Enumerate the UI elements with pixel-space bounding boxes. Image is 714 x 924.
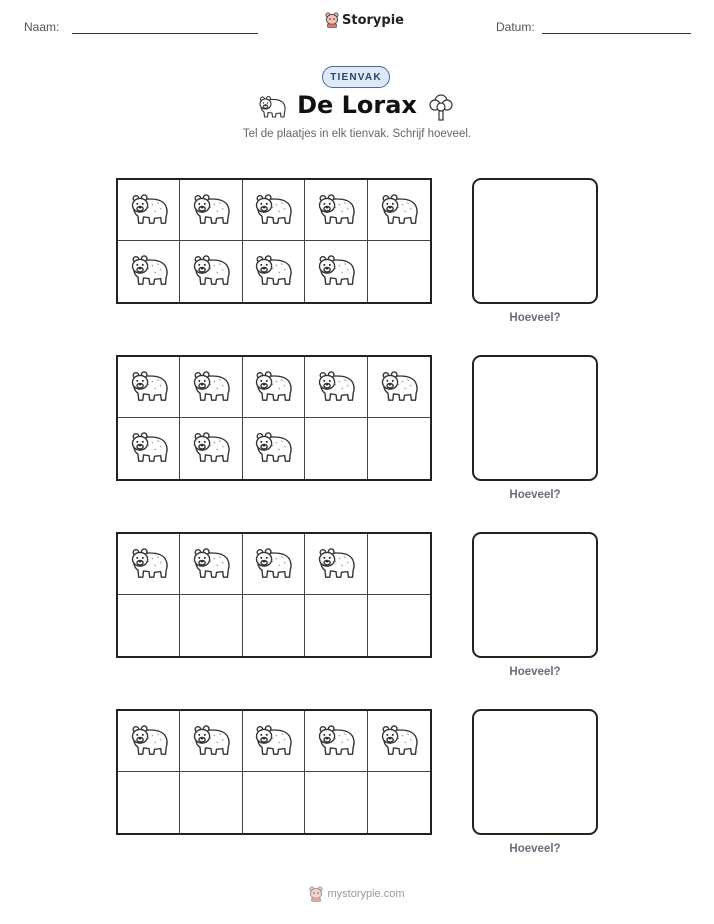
name-label: Naam: <box>24 20 60 34</box>
date-line[interactable] <box>542 33 691 34</box>
ten-frame-cell <box>243 534 305 595</box>
ten-frame-cell <box>305 418 367 479</box>
ten-frame-cell <box>118 180 180 241</box>
polar-bear-icon <box>127 544 171 585</box>
polar-bear-icon <box>127 721 171 762</box>
ten-frame-cell <box>118 357 180 418</box>
ten-frame-cell <box>118 711 180 772</box>
ten-frame-cell <box>118 772 180 833</box>
polar-bear-icon <box>189 721 233 762</box>
ten-frame-cell <box>305 534 367 595</box>
ten-frame-cell <box>243 772 305 833</box>
ten-frame-cell <box>180 711 242 772</box>
ten-frame-cell <box>368 418 430 479</box>
ten-frame-cell <box>118 534 180 595</box>
polar-bear-icon <box>127 251 171 292</box>
ten-frame-3 <box>116 532 432 658</box>
ten-frame-cell <box>118 595 180 656</box>
ten-frame-cell <box>368 772 430 833</box>
ten-frame-cell <box>180 357 242 418</box>
polar-bear-icon <box>127 367 171 408</box>
ten-frame-cell <box>368 180 430 241</box>
instructions: Tel de plaatjes in elk tienvak. Schrijf hoeveel. <box>242 128 472 140</box>
ten-frame-cell <box>243 180 305 241</box>
brand-name: Storypie <box>342 12 404 28</box>
ten-frame-cell <box>243 711 305 772</box>
polar-bear-icon <box>251 721 295 762</box>
ten-frame-cell <box>305 711 367 772</box>
ten-frame-2 <box>116 355 432 481</box>
polar-bear-icon <box>251 367 295 408</box>
ten-frame-cell <box>305 595 367 656</box>
polar-bear-icon <box>251 428 295 469</box>
polar-bear-icon <box>314 190 358 231</box>
polar-bear-icon <box>377 721 421 762</box>
polar-bear-icon <box>127 190 171 231</box>
polar-bear-icon <box>251 190 295 231</box>
ten-frame-cell <box>368 711 430 772</box>
polar-bear-icon <box>189 544 233 585</box>
polar-bear-icon <box>314 544 358 585</box>
answer-box-4[interactable] <box>472 709 598 835</box>
ten-frame-cell <box>305 241 367 302</box>
ten-frame-cell <box>305 357 367 418</box>
ten-frame-cell <box>368 595 430 656</box>
answer-label-3: Hoeveel? <box>509 666 561 678</box>
ten-frame-1 <box>116 178 432 304</box>
answer-box-1[interactable] <box>472 178 598 304</box>
answer-label-2: Hoeveel? <box>509 489 561 501</box>
polar-bear-icon <box>314 721 358 762</box>
polar-bear-icon <box>189 367 233 408</box>
answer-box-2[interactable] <box>472 355 598 481</box>
footer <box>0 886 714 902</box>
storypie-mascot-icon <box>325 12 339 28</box>
ten-frame-cell <box>305 180 367 241</box>
ten-frame-cell <box>243 241 305 302</box>
ten-frame-cell <box>180 595 242 656</box>
ten-frame-cell <box>180 772 242 833</box>
ten-frame-cell <box>180 241 242 302</box>
polar-bear-icon <box>314 251 358 292</box>
name-line[interactable] <box>72 33 258 34</box>
ten-frame-cell <box>368 241 430 302</box>
polar-bear-icon <box>314 367 358 408</box>
ten-frame-cell <box>180 534 242 595</box>
ten-frame-cell <box>180 418 242 479</box>
polar-bear-icon <box>189 190 233 231</box>
ten-frame-cell <box>243 595 305 656</box>
ten-frame-cell <box>305 772 367 833</box>
polar-bear-icon <box>189 428 233 469</box>
polar-bear-icon <box>189 251 233 292</box>
answer-label-1: Hoeveel? <box>509 312 561 324</box>
worksheet-type-badge: TIENVAK <box>322 66 390 88</box>
polar-bear-icon <box>251 251 295 292</box>
answer-label-4: Hoeveel? <box>509 843 561 855</box>
ten-frame-cell <box>118 241 180 302</box>
polar-bear-icon <box>251 544 295 585</box>
tree-icon <box>428 93 454 121</box>
ten-frame-4 <box>116 709 432 835</box>
storypie-mascot-icon <box>309 886 323 902</box>
polar-bear-icon <box>127 428 171 469</box>
polar-bear-icon <box>377 190 421 231</box>
ten-frame-cell <box>368 357 430 418</box>
ten-frame-cell <box>243 357 305 418</box>
ten-frame-cell <box>368 534 430 595</box>
worksheet-title: De Lorax <box>297 91 417 119</box>
ten-frame-cell <box>243 418 305 479</box>
date-label: Datum: <box>496 20 535 34</box>
footer-site: mystorypie.com <box>327 888 405 900</box>
answer-box-3[interactable] <box>472 532 598 658</box>
brand-logo <box>325 12 404 28</box>
ten-frame-cell <box>118 418 180 479</box>
ten-frame-cell <box>180 180 242 241</box>
polar-bear-icon <box>377 367 421 408</box>
